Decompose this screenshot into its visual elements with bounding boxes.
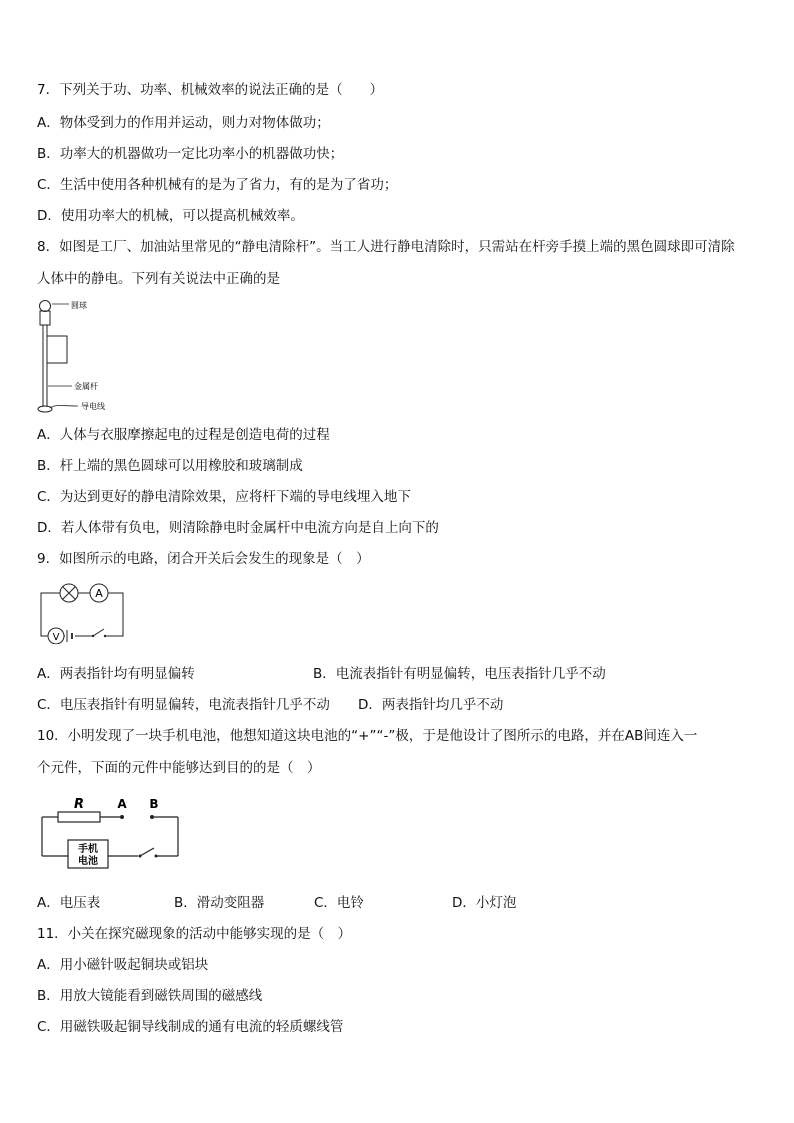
battery-label-line1: 手机 [78,844,98,855]
q10-stem-line1: 10．小明发现了一块手机电池，他想知道这块电池的“+”“-”极，于是他设计了图所示的电路，并在AB间连入一 [37,728,698,744]
label-wire: 导电线 [81,402,105,411]
q11-stem: 11．小关在探究磁现象的活动中能够实现的是（ ） [37,926,352,942]
q8-option-b: B．杆上端的黑色圆球可以用橡胶和玻璃制成 [37,458,303,474]
terminal-a [120,815,124,819]
label-rod: 金属杆 [74,382,98,391]
q11-option-a: A．用小磁针吸起铜块或铝块 [37,957,209,973]
resistor-symbol [58,812,100,822]
q10-stem-line2: 个元件，下面的元件中能够达到目的的是（ ） [37,760,321,776]
q9-option-c: C．电压表指针有明显偏转，电流表指针几乎不动 [37,697,330,713]
q9-stem: 9．如图所示的电路，闭合开关后会发生的现象是（ ） [37,551,370,567]
rod-handle [40,311,50,325]
rod-ball [40,301,51,312]
ammeter-label: A [95,587,103,600]
q8-option-c: C．为达到更好的静电清除效果，应将杆下端的导电线埋入地下 [37,489,411,505]
q9-option-d: D．两表指针均几乎不动 [358,697,504,713]
q8-option-a: A．人体与衣服摩擦起电的过程是创造电荷的过程 [37,427,330,443]
q9-option-a: A．两表指针均有明显偏转 [37,666,195,682]
battery-label-line2: 电池 [78,856,98,867]
q10-circuit-figure [38,792,183,870]
q10-option-c: C．电铃 [314,895,364,911]
terminal-a-label: A [117,797,127,811]
q7-option-a: A．物体受到力的作用并运动，则力对物体做功； [37,115,330,131]
terminal-b-label: B [149,797,159,811]
q10-option-a: A．电压表 [37,895,101,911]
terminal-b [150,815,154,819]
resistor-label: R [73,797,85,812]
q7-option-c: C．生活中使用各种机械有的是为了省力，有的是为了省功； [37,177,398,193]
q8-stem-line1: 8．如图是工厂、加油站里常见的“静电清除杆”。当工人进行静电清除时，只需站在杆旁手摸上端的黑色圆球即可清除 [37,239,735,255]
q8-stem-line2: 人体中的静电。下列有关说法中正确的是 [37,271,280,287]
voltmeter-label: V [52,632,60,643]
rod-plate [47,336,67,363]
q10-option-b: B．滑动变阻器 [174,895,265,911]
q7-option-d: D．使用功率大的机械，可以提高机械效率。 [37,208,304,224]
label-ball: 圆球 [71,301,87,310]
q7-stem: 7．下列关于功、功率、机械效率的说法正确的是（ ） [37,82,384,98]
q11-option-c: C．用磁铁吸起铜导线制成的通有电流的轻质螺线管 [37,1019,344,1035]
rod-base [38,406,52,412]
static-rod-figure [34,296,124,418]
q11-option-b: B．用放大镜能看到磁铁周围的磁感线 [37,988,263,1004]
q9-option-b: B．电流表指针有明显偏转，电压表指针几乎不动 [313,666,606,682]
q9-circuit-figure [36,580,128,644]
q10-option-d: D．小灯泡 [452,895,517,911]
q8-option-d: D．若人体带有负电，则清除静电时金属杆中电流方向是自上向下的 [37,520,439,536]
q7-option-b: B．功率大的机器做功一定比功率小的机器做功快； [37,146,344,162]
